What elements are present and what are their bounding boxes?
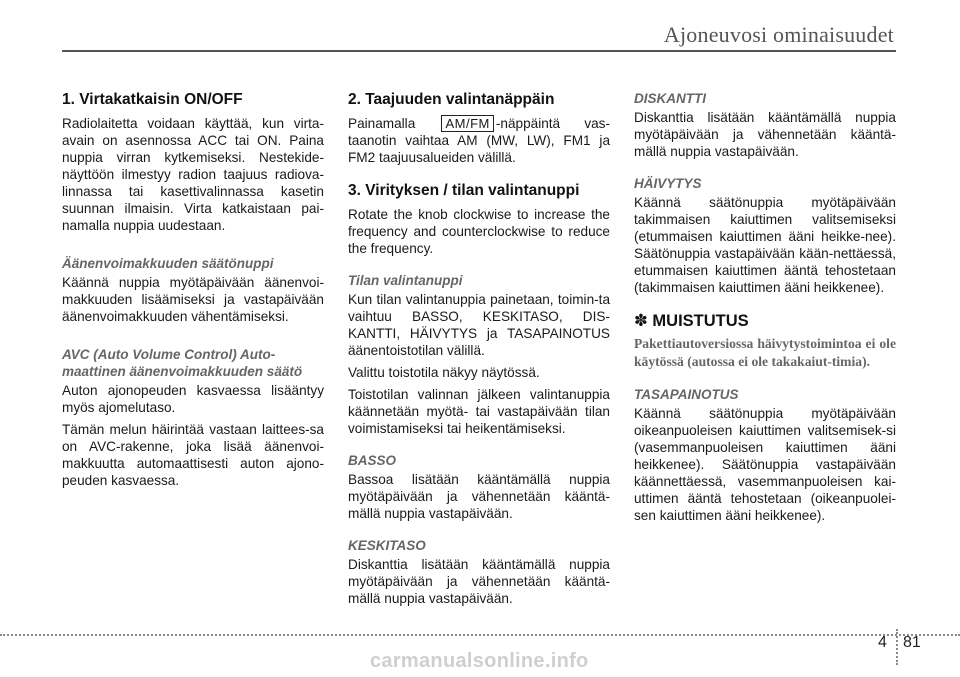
heading-tune-mode-knob: 3. Virityksen / tilan valintanuppi — [348, 182, 580, 199]
subheading-bass: BASSO — [348, 453, 397, 468]
footer-page-separator — [896, 629, 898, 665]
paragraph-avc-1: Auton ajonopeuden kasvaessa lisääntyy myös ajomelutaso. — [62, 383, 324, 415]
paragraph-mid: Diskanttia lisätään kääntämällä nuppia myötäpäivään ja vähennetään kääntä-mällä nuppia vastapäivään. — [348, 557, 610, 606]
am-fm-key-icon: AM/FM — [441, 115, 493, 132]
header-divider — [62, 50, 896, 52]
paragraph-balance: Käännä säätönuppia myötäpäivään oikeanpuoleisen kaiuttimen valitsemisek-si (vasemmanpuoleisen kaiuttimen ääni heikkenee). Säätönuppia vastapäivään käännettäessä, vasemmanpuoleisen kai-uttimen ääntä tehostetaan (oikeanpuolei-sen kaiuttimen ääni heikkenee). — [634, 406, 896, 523]
footer-divider — [0, 634, 960, 636]
page-number: 81 — [903, 634, 921, 651]
column-1 — [62, 90, 324, 494]
subheading-fade: HÄIVYTYS — [634, 176, 702, 191]
subheading-balance: TASAPAINOTUS — [634, 387, 739, 402]
heading-power-switch: 1. Virtakatkaisin ON/OFF — [62, 91, 243, 108]
paragraph-treble: Diskanttia lisätään kääntämällä nuppia myötäpäivään ja vähennetään kääntä-mällä nuppia vastapäivään. — [634, 110, 896, 159]
heading-frequency-button: 2. Taajuuden valintanäppäin — [348, 91, 555, 108]
paragraph-mode-3: Toistotilan valinnan jälkeen valintanuppia käännetään myötä- tai vastapäivään tilan voimistamiseksi tai heikentämiseksi. — [348, 387, 610, 436]
paragraph-mode-1: Kun tilan valintanuppia painetaan, toimin-ta vaihtuu BASSO, KESKITASO, DIS-KANTTI, HÄIVYTYS ja TASAPAINOTUS äänentoistotilan välillä. — [348, 292, 610, 358]
page-header-title: Ajoneuvosi ominaisuudet — [663, 22, 894, 47]
subheading-treble: DISKANTTI — [634, 91, 706, 106]
column-2 — [348, 90, 610, 612]
paragraph-power-switch: Radiolaitetta voidaan käyttää, kun virta-avain on asennossa ACC tai ON. Paina nuppia virran kytkemiseksi. Nestekide-näyttöön ilmestyy radion taajuus radiova-linnassa tai kasettivalinnassa kasetin suunnan ilmaisin. Virta katkaistaan pai-namalla nuppia uudestaan. — [62, 116, 324, 233]
paragraph-frequency-button — [348, 115, 610, 166]
paragraph-bass: Bassoa lisätään kääntämällä nuppia myötäpäivään ja vähennetään kääntä-mällä nuppia vastapäivään. — [348, 472, 610, 521]
paragraph-avc-2: Tämän melun häirintää vastaan laittees-sa on AVC-rakenne, joka lisää äänenvoi-makkuutta automaattisesti auton ajono-peuden kasvaessa. — [62, 422, 324, 488]
paragraph-tune-knob: Rotate the knob clockwise to increase the frequency and counterclockwise to reduce the frequency. — [348, 207, 610, 256]
frequency-text-pre: Painamalla — [348, 116, 416, 131]
column-3 — [634, 90, 896, 529]
watermark: carmanualsonline.info — [370, 650, 589, 672]
chapter-number: 4 — [878, 634, 887, 651]
frequency-text-post: -näppäintä vas-taanotin vaihtaa AM (MW, LW), FM1 ja FM2 taajuusalueiden välillä. — [348, 116, 611, 165]
paragraph-mode-2: Valittu toistotila näkyy näytössä. — [348, 365, 540, 380]
subheading-avc: AVC (Auto Volume Control) Auto-maattinen äänenvoimakkuuden säätö — [62, 347, 303, 379]
paragraph-volume-knob: Käännä nuppia myötäpäivään äänenvoi-makkuuden lisäämiseksi ja vastapäivään äänenvoimakkuuden vähentämiseksi. — [62, 275, 324, 324]
note-body: Pakettiautoversiossa häivytystoimintoa ei ole käytössä (autossa ei ole takakaiut-timia). — [634, 336, 896, 369]
paragraph-fade: Käännä säätönuppia myötäpäivään takimmaisen kaiuttimen valitsemiseksi (etummaisen kaiuttimen ääni heikke-nee). Säätönuppia vastapäivään kään-nettäessä, etummaisen kaiuttimen ääntä tehostetaan (takimmaisen kaiuttimen ääni heikkenee). — [634, 195, 896, 295]
subheading-mode-knob: Tilan valintanuppi — [348, 273, 463, 288]
note-title: ✽ MUISTUTUS — [634, 312, 749, 330]
subheading-mid: KESKITASO — [348, 538, 426, 553]
subheading-volume-knob: Äänenvoimakkuuden säätönuppi — [62, 256, 274, 271]
